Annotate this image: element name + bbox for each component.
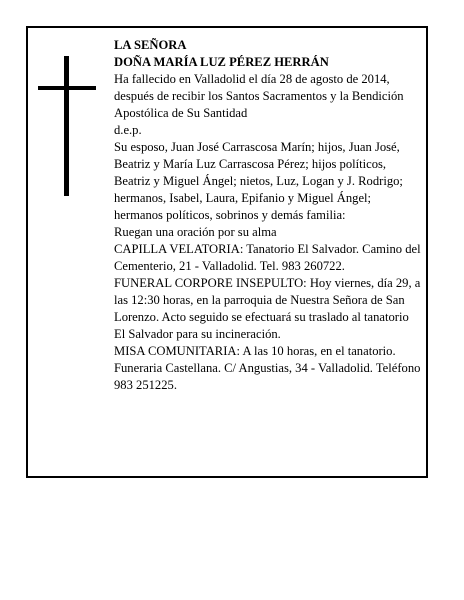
cross-icon xyxy=(38,56,96,196)
notice-paragraph-death: Ha fallecido en Valladolid el día 28 de agosto de 2014, después de recibir los Santos Sacramentos y la Bendición Apostólica de Su Santidad xyxy=(114,72,404,120)
notice-paragraph-family: Su esposo, Juan José Carrascosa Marín; hijos, Juan José, Beatriz y María Luz Carrascosa Pérez; hijos políticos, Beatriz y Miguel Ángel; nietos, Luz, Logan y J. Rodrigo; hermanos, Isabel, Laura, Epifanio y Miguel Ángel; hermanos políticos, sobrinos y demás familia: xyxy=(114,140,403,222)
cross-vertical-bar xyxy=(64,56,69,196)
notice-paragraph-rip: d.e.p. xyxy=(114,123,142,137)
notice-paragraph-chapel: CAPILLA VELATORIA: Tanatorio El Salvador. Camino del Cementerio, 21 - Valladolid. Tel. 983 260722. xyxy=(114,242,421,273)
notice-heading-line1: LA SEÑORA xyxy=(114,38,187,52)
deceased-name: DOÑA MARÍA LUZ PÉREZ HERRÁN xyxy=(114,55,329,69)
notice-paragraph-mass: MISA COMUNITARIA: A las 10 horas, en el tanatorio. xyxy=(114,344,396,358)
notice-paragraph-funeral-home: Funeraria Castellana. C/ Angustias, 34 - Valladolid. Teléfono 983 251225. xyxy=(114,361,421,392)
notice-paragraph-funeral: FUNERAL CORPORE INSEPULTO: Hoy viernes, día 29, a las 12:30 horas, en la parroquia de Nuestra Señora de San Lorenzo. Acto seguido se efectuará su traslado al tanatorio El Salvador para su incineración. xyxy=(114,276,421,341)
notice-paragraph-prayer: Ruegan una oración por su alma xyxy=(114,225,277,239)
cross-horizontal-bar xyxy=(38,86,96,90)
notice-text xyxy=(114,37,422,394)
